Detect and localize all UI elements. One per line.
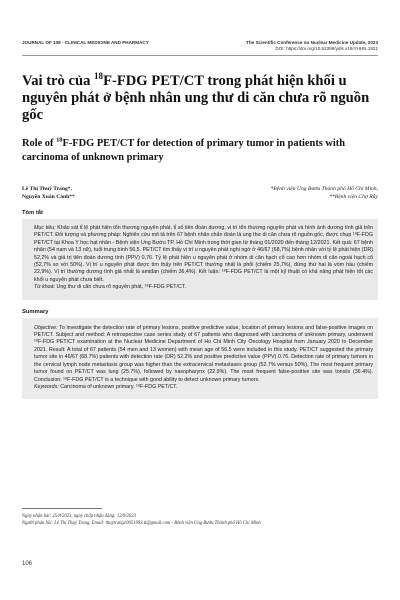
title-english: Role of $^{18}$F-FDG PET/CT for detection of primary tumor in patients with carcinoma of unknown primary (22, 136, 346, 163)
author-affiliations (271, 185, 379, 201)
footnotes (22, 508, 378, 527)
footnote-correspondence: Người phản hồi: Lê Thị Thuỳ Trang, Email: thuytrang10051993.tl@gmail.com - Bệnh viện Ung Bướu Thành phố Hồ Chí Minh (22, 521, 261, 526)
affiliation-2: **Bệnh viện Chợ Rẫy (329, 194, 378, 200)
author-2: Nguyễn Xuân Cảnh** (22, 194, 75, 200)
keywords-vi: Từ khoá: Ung thư di căn chưa rõ nguyên phát, ¹⁸F-FDG PET/CT. (34, 284, 186, 291)
doi-link[interactable]: DOI: https://doi.org/10.52389/ydls.v18iYHHN.1931 (275, 46, 378, 51)
abstract-vietnamese (22, 219, 378, 300)
page-number: 106 (22, 561, 33, 567)
footnote-divider (22, 508, 102, 509)
authors-block (22, 185, 378, 201)
abstract-vi-text: Mục tiêu: Khảo sát tỉ lệ phát hiện tổn thương nguyên phát, tỉ số tiên đoán dương, vị trí tổn thương nguyên phát và hình ảnh dương tính giả trên PET/CT. Đối tượng và phương pháp: Nghiên cứu mô tả trên 67 bệnh nhân chẩn đoán là ung thư di căn chưa rõ nguồn gốc, được chụp ¹⁸F-FDG PET/CT tại Khoa Y học hạt nhân - Bệnh viện Ung Bướu TP. Hồ Chí Minh trong thời gian từ tháng 01/2020 đến tháng 12/2021. Kết quả: 67 bệnh nhân (54 nam và 13 nữ), tuổi trung bình 56,5. PET/CT tìm thấy vị trí u nguyên phát nghi ngờ ở 46/67 (68,7%) bệnh nhân với tỷ lệ phát hiện (DR) 52,2% và giá trị tiên đoán dương tính (PPV) 0,76. Tỷ lệ phát hiện u nguyên phát ở nhóm di căn hạch cổ cao hơn nhóm di căn ngoài hạch cổ (52,7% so với 50%). Vị trí u nguyên phát được tìm thấy trên PET/CT thường nhất là phổi (chiếm 25,7%), đứng thứ hai là vòm hầu (chiếm 22,9%). Vị trí thường dương tính giả nhất là amiđan (chiếm 36,4%). Kết luận: ¹⁸F-FDG PET/CT là một kỹ thuật có khả năng phát hiện tốt các khối u nguyên phát chưa biết. (34, 225, 373, 283)
author-1: Lê Thị Thuỳ Trang*, (22, 186, 72, 192)
journal-header (22, 0, 378, 52)
header-right (246, 40, 378, 52)
conference-name: The Scientific Conference on Nuclear Medicine Update, 2023 (246, 40, 378, 45)
title-vietnamese: Vai trò của $^{18}$F-FDG PET/CT trong phát hiện khối u nguyên phát ở bệnh nhân ung thư di căn chưa rõ nguồn gốc (22, 71, 370, 123)
summary-vi-heading: Tóm tắt (22, 210, 43, 216)
journal-name: JOURNAL OF 108 - CLINICAL MEDICINE AND PHARMACY (22, 40, 149, 45)
footnote-dates: Ngày nhận bài: 25/8/2023, ngày chấp nhận đăng: 12/9/2023 (22, 514, 136, 519)
abstract-english (22, 318, 378, 400)
affiliation-1: *Bệnh viện Ung Bướu Thành phố Hồ Chí Minh, (270, 186, 378, 192)
author-names (22, 185, 75, 201)
keywords-en: Keywords: Carcinoma of unknown primary, ¹⁸F-FDG PET/CT. (34, 383, 178, 390)
header-divider (22, 55, 378, 56)
summary-en-heading: Summary (22, 308, 49, 315)
abstract-en-text: Objective: To investigate the detection rate of primary lesions, positive predictive value, location of primary lesions and false-positive images on PET/CT. Subject and method: A retrospective case series study of 67 patients who diagnosed with carcinoma of unknown primary, underwent ¹⁸F-FDG PET/CT examination at the Nuclear Medicine Department of Ho Chi Minh City Oncology Hospital from January 2020 to December 2021. Result: A total of 67 patients (54 men and 13 women) with mean age of 56.5 were included in this study. PET/CT suggested the primary tumor site in 46/67 (68.7%) patients with detection rate (DR) 52.2% and positive predictive value (PPV) 0.76. Detection rate of primary tumors in the cervical lymph node metastasis group was higher than the extracervical metastases group (52.7% versus 50%). The most frequent primary tumor found on PET/CT was lung (25.7%), followed by nasopharynx (22.9%). The most frequent false-positive site was tonsils (36.4%). Conclusion: ¹⁸F-FDG PET/CT is a technique with good ability to detect unknown primary tumors. (34, 324, 373, 383)
